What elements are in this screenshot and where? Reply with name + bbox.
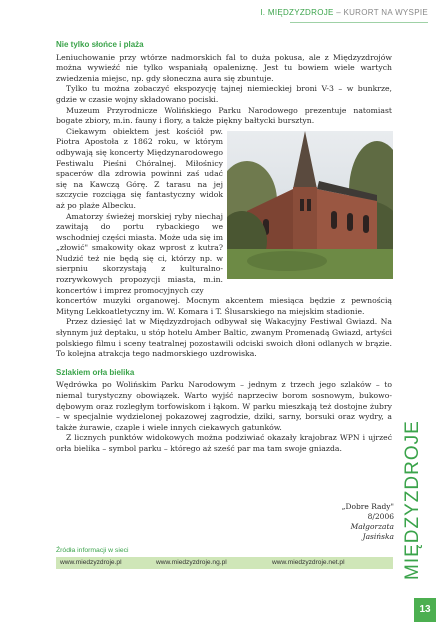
section2-heading: Szlakiem orła bielika: [56, 367, 135, 377]
church-photo: [227, 131, 393, 279]
section1-paragraph-5b: koncertów muzyki organowej. Mocnym akcentem miesiąca będzie z pewnością Mityng Lekkoatletyczny im. W. Komara i T. Ślusarskiego na miejskim stadionie.: [56, 296, 392, 316]
section1-paragraph-2: Tylko tu można zobaczyć ekspozycję tajnej niemieckiej broni V-3 – w bunkrze, gdzie w czasie wojny składowano pociski.: [56, 84, 392, 104]
wrapped-column: [56, 127, 223, 297]
section1-paragraph-1: Leniuchowanie przy wtórze nadmorskich fal to duża pokusa, ale z Międzyzdrojów można wywieźć nie tylko wspaniałą opaleniznę. Jest tu bowiem wiele wartych zwiedzenia miejsc, np. gdy słoneczna aura się zbuntuje.: [56, 52, 392, 83]
source-quote: [318, 502, 394, 542]
header-separator: –: [333, 8, 344, 17]
side-title: MIĘDZYZDROJE: [402, 420, 423, 580]
section1-paragraph-4: Ciekawym obiektem jest kościół pw. Piotra Apostoła z 1862 roku, w którym odbywają się koncerty Międzynarodowego Festiwalu Pieśni Chóralnej. Miłośnicy spacerów dla zdrowia powinni zaś udać się na Kawczą Górę. Z tarasu na jej szczycie rozciąga się fantastyczny widok aż po plaże Albecku.: [56, 126, 223, 210]
church-illustration: [227, 131, 393, 279]
section2: [56, 368, 392, 455]
source-link-3[interactable]: www.miedzyzdroje.net.pl: [272, 559, 345, 566]
section2-paragraph-2: Z licznych punktów widokowych można podziwiać okazały krajobraz WPN i ujrzeć orła bielika – symbol parku – którego aż sześć par ma tam swoje gniazda.: [56, 433, 392, 453]
section1-paragraph-6: Przez dziesięć lat w Międzyzdrojach odbywał się Wakacyjny Festiwal Gwiazd. Na słynnym już deptaku, u stóp hotelu Amber Baltic, zwanym Promenadą Gwiazd, artyści polskiego filmu i sceny teatralnej pozostawili odciski swoich dłoni odlanych w brązie. To kolejna atrakcja tego nadmorskiego uzdrowiska.: [56, 317, 392, 359]
section2-paragraph-1: Wędrówka po Wolińskim Parku Narodowym – jednym z trzech jego szlaków – to niemal turystyczny obowiązek. Warto wyjść naprzeciw borom sosnowym, bukowo-dębowym oraz rozległym torfowiskom i łąkom. W parku mieszkają też dostojne żubry – w specjalnie wydzielonej pokazowej zagrodzie, dziki, sarny, borsuki oraz wydry, a także żurawie, czaple i wiele innych ciekawych gatunków.: [56, 380, 392, 432]
section1-heading: Nie tylko słońce i plaża: [56, 40, 144, 49]
quote-author: Małgorzata Jasińska: [350, 522, 394, 541]
source-link-1[interactable]: www.miedzyzdroje.pl: [60, 559, 122, 566]
quote-source: „Dobre Rady" 8/2006: [341, 502, 394, 521]
header-rule: [290, 22, 428, 23]
source-link-2[interactable]: www.miedzyzdroje.ng.pl: [156, 559, 227, 566]
section1-paragraph-3: Muzeum Przyrodnicze Wolińskiego Parku Narodowego prezentuje natomiast bogate zbiory, m.in. fauny i flory, a także piękny bałtycki bursztyn.: [56, 105, 392, 126]
page-number: 13: [414, 598, 436, 622]
running-header: [260, 8, 428, 17]
sources-bar: [56, 557, 393, 569]
section1-paragraph-5: Amatorzy świeżej morskiej ryby niechaj zawitają do portu rybackiego we wschodniej części miasta. Może uda się im „złowić" smakowity okaz wprost z kutra? Nudzić też nie będą się ci, którzy np. w sierpniu skorzystają z kulturalno-rozrywkowych propozycji miasta, m.in. koncertów i imprez promocyjnych czy: [56, 211, 223, 295]
chapter-subtitle: KURORT NA WYSPIE: [343, 8, 428, 17]
sources-title: Źródła informacji w sieci: [56, 547, 129, 554]
chapter-label: I. MIĘDZYZDROJE: [260, 8, 334, 17]
